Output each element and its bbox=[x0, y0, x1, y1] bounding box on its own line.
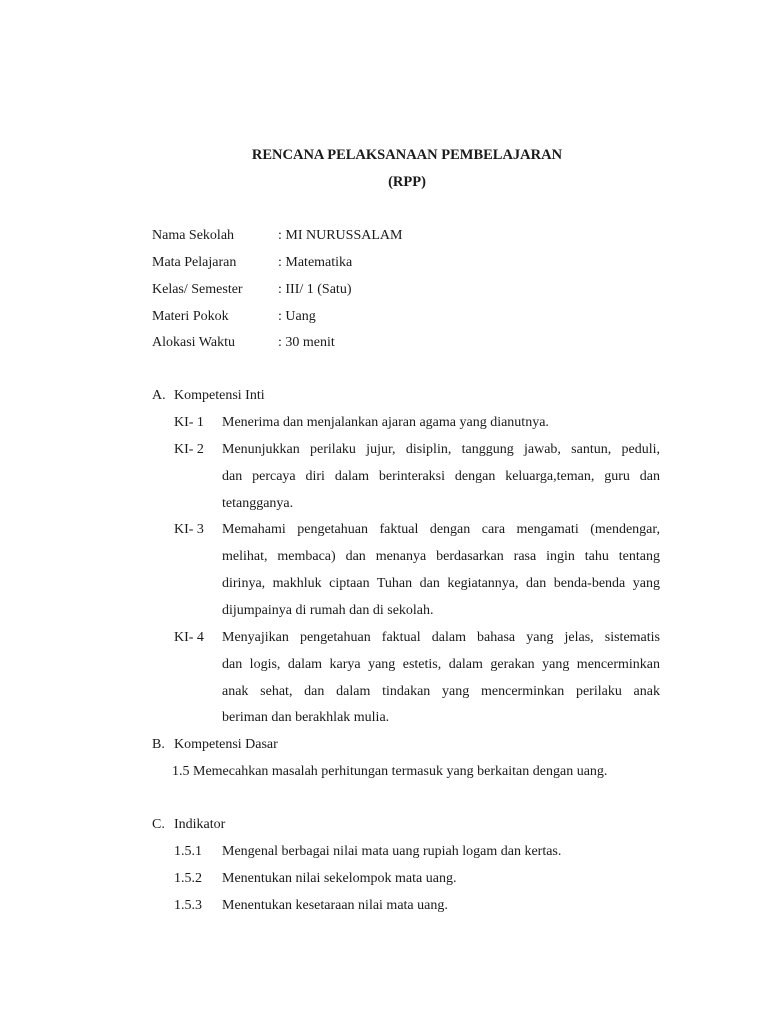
identity-value: : Uang bbox=[278, 309, 316, 324]
ki-text: dirinya, makhluk ciptaan Tuhan dan kegiatannya, dan benda-benda yang bbox=[222, 576, 660, 591]
document-subtitle: (RPP) bbox=[388, 174, 426, 190]
ki-text: tetangganya. bbox=[222, 496, 294, 511]
section-c-heading bbox=[152, 817, 225, 833]
ki-code: KI- 1 bbox=[174, 415, 204, 430]
kd-item: 1.5 Memecahkan masalah perhitungan termasuk yang berkaitan dengan uang. bbox=[172, 764, 608, 779]
ki-text: dijumpainya di rumah dan di sekolah. bbox=[222, 603, 434, 618]
section-a-heading bbox=[152, 388, 265, 404]
indicator-text: Menentukan nilai sekelompok mata uang. bbox=[222, 871, 457, 886]
identity-label: Nama Sekolah bbox=[152, 228, 235, 243]
indicator-text: Mengenal berbagai nilai mata uang rupiah logam dan kertas. bbox=[222, 844, 562, 859]
ki-text: melihat, membaca) dan menanya berdasarkan rasa ingin tahu tentang bbox=[222, 549, 660, 564]
ki-text: Menunjukkan perilaku jujur, disiplin, tanggung jawab, santun, peduli, bbox=[222, 442, 660, 457]
identity-value: : MI NURUSSALAM bbox=[278, 228, 403, 243]
section-letter: B. bbox=[152, 737, 165, 752]
identity-label: Kelas/ Semester bbox=[152, 282, 243, 297]
identity-label: Materi Pokok bbox=[152, 309, 229, 324]
ki-code: KI- 3 bbox=[174, 522, 204, 537]
ki-code: KI- 4 bbox=[174, 630, 204, 645]
ki-text: Menerima dan menjalankan ajaran agama yang dianutnya. bbox=[222, 415, 549, 430]
ki-text: Memahami pengetahuan faktual dengan cara mengamati (mendengar, bbox=[222, 522, 660, 537]
indicator-code: 1.5.2 bbox=[174, 871, 202, 886]
section-title: Indikator bbox=[174, 817, 226, 832]
identity-label: Mata Pelajaran bbox=[152, 255, 237, 270]
identity-label: Alokasi Waktu bbox=[152, 335, 235, 350]
section-b-heading bbox=[152, 737, 278, 753]
identity-value: : 30 menit bbox=[278, 335, 335, 350]
ki-text: dan logis, dalam karya yang estetis, dalam gerakan yang mencerminkan bbox=[222, 657, 660, 672]
indicator-code: 1.5.1 bbox=[174, 844, 202, 859]
ki-code: KI- 2 bbox=[174, 442, 204, 457]
ki-text: dan percaya diri dalam berinteraksi dengan keluarga,teman, guru dan bbox=[222, 469, 660, 484]
ki-text: anak sehat, dan dalam tindakan yang mencerminkan perilaku anak bbox=[222, 684, 660, 699]
ki-text: beriman dan berakhlak mulia. bbox=[222, 710, 390, 725]
indicator-code: 1.5.3 bbox=[174, 898, 202, 913]
section-letter: C. bbox=[152, 817, 165, 832]
document-title: RENCANA PELAKSANAAN PEMBELAJARAN bbox=[251, 147, 563, 163]
identity-value: : III/ 1 (Satu) bbox=[278, 282, 352, 297]
ki-text: Menyajikan pengetahuan faktual dalam bahasa yang jelas, sistematis bbox=[222, 630, 660, 645]
section-letter: A. bbox=[152, 388, 166, 403]
indicator-text: Menentukan kesetaraan nilai mata uang. bbox=[222, 898, 448, 913]
section-title: Kompetensi Dasar bbox=[174, 737, 278, 752]
section-title: Kompetensi Inti bbox=[174, 388, 265, 403]
identity-value: : Matematika bbox=[278, 255, 353, 270]
